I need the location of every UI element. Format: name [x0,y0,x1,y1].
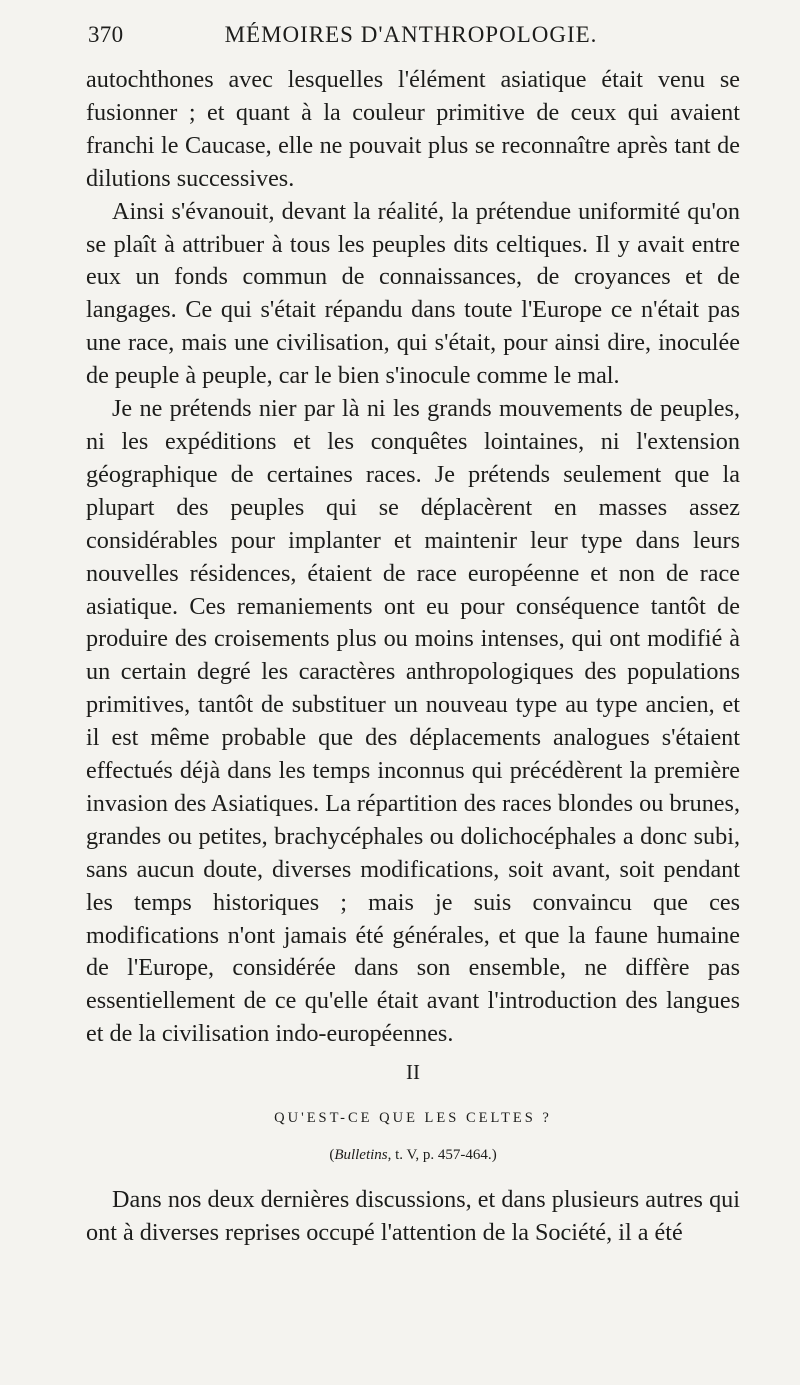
paragraph-continued: autochthones avec lesquelles l'élément asiatique était venu se fusionner ; et quant à la couleur primitive de ceux qui avaient franchi le Caucase, elle ne pouvait plus se reconnaître après tant de dilutions successives. [86,66,740,192]
page-number: 370 [88,22,124,47]
running-head [88,22,734,56]
ref-details: , t. V, p. 457-464. [387,1147,492,1163]
section-title: QU'EST-CE QUE LES CELTES ? [274,1110,552,1126]
paragraph: Ainsi s'évanouit, devant la réalité, la prétendue uniformité qu'on se plaît à attribuer à tous les peuples dits celtiques. Il y avait entre eux un fonds commun de connaissances, de croyances et de langages. Ce qui s'était répandu dans toute l'Europe ce n'était pas une race, mais une civilisation, qui s'était, pour ainsi dire, inoculée de peuple à peuple, car le bien s'inocule comme le mal. [86,197,740,390]
paragraph: Je ne prétends nier par là ni les grands mouvements de peuples, ni les expéditions et les conquêtes lointaines, ni l'extension géographique de certaines races. Je prétends seulement que la plupart des peuples qui se déplacèrent en masses assez considérables pour implanter et maintenir leur type dans leurs nouvelles résidences, étaient de race européenne et non de race asiatique. Ces remaniements ont eu pour conséquence tantôt de produire des croisements plus ou moins intenses, qui ont modifié à un certain degré les caractères anthropologiques des populations primitives, tantôt de substituer un nouveau type au type ancien, et il est même probable que des déplacements analogues s'étaient effectués déjà dans les temps inconnus qui précédèrent la première invasion des Asiatiques. La répartition des races blondes ou brunes, grandes ou petites, brachycéphales ou dolichocéphales a donc subi, sans aucun doute, diverses modifications, soit avant, soit pendant les temps historiques ; mais je suis convaincu que ces modifications n'ont jamais été générales, et que la faune humaine de l'Europe, considérée dans son ensemble, ne diffère pas essentiellement de ce qu'elle était avant l'introduction des langues et de la civilisation indo-européennes. [86,395,740,1048]
section-reference [86,1147,740,1164]
ref-close: ) [491,1147,497,1163]
body-text [86,64,740,1051]
running-title: MÉMOIRES D'ANTHROPOLOGIE. [224,22,598,47]
section-number: II [406,1060,420,1084]
ref-journal: Bulletins [334,1147,388,1163]
section-body [86,1184,740,1250]
ref-open: ( [329,1147,335,1163]
paragraph: Dans nos deux dernières discussions, et dans plusieurs autres qui ont à diverses reprises occupé l'attention de la Société, il a été [86,1186,740,1246]
